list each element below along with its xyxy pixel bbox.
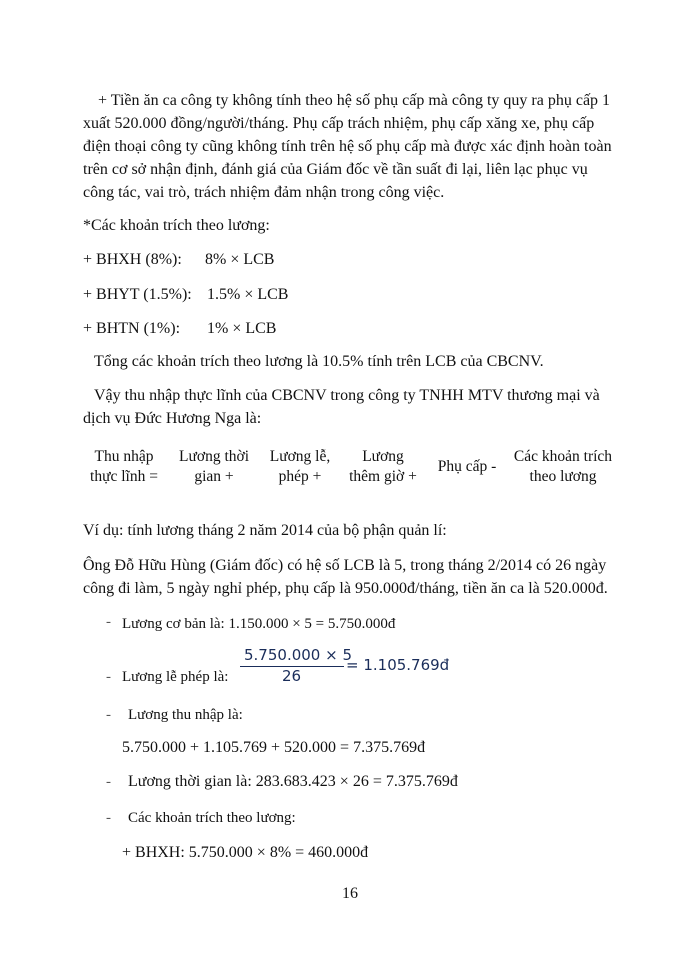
example-line: Ông Đỗ Hữu Hùng (Giám đốc) có hệ số LCB là 5, trong tháng 2/2014 có 26 ngày bbox=[83, 557, 607, 574]
formula-term: Các khoản trích theo lương bbox=[513, 448, 613, 485]
formula-term: Lương lễ, phép + bbox=[269, 448, 331, 485]
total-deductions-text: Tổng các khoản trích theo lương là 10.5% tính trên LCB của CBCNV. bbox=[94, 353, 544, 370]
fraction-result: = 1.105.769đ bbox=[346, 656, 450, 674]
bullet-dash: - bbox=[106, 669, 111, 685]
formula-term: Lương thêm giờ + bbox=[349, 448, 417, 485]
deduction-formula: 1% × LCB bbox=[207, 320, 277, 337]
deductions-heading: *Các khoản trích theo lương: bbox=[83, 217, 270, 234]
deduction-label: + BHXH (8%): bbox=[83, 251, 182, 268]
deduction-formula: 8% × LCB bbox=[205, 251, 275, 268]
bullet-dash: - bbox=[106, 774, 111, 790]
paragraph-line: xuất 520.000 đồng/người/tháng. Phụ cấp trách nhiệm, phụ cấp xăng xe, phụ cấp bbox=[83, 115, 595, 132]
deduction-formula: 1.5% × LCB bbox=[207, 286, 289, 303]
leave-salary-fraction bbox=[240, 646, 460, 688]
leave-salary-label: Lương lễ phép là: bbox=[122, 669, 229, 685]
bhxh-calc-line: + BHXH: 5.750.000 × 8% = 460.000đ bbox=[122, 844, 369, 861]
fraction-denominator: 26 bbox=[282, 667, 302, 685]
paragraph-line: trên cơ sở nhận định, đánh giá của Giám đốc về tần suất đi lại, liên lạc phục vụ bbox=[83, 161, 588, 178]
base-salary-line: Lương cơ bản là: 1.150.000 × 5 = 5.750.000đ bbox=[122, 616, 396, 632]
page-number: 16 bbox=[342, 885, 358, 902]
income-label: Lương thu nhập là: bbox=[128, 707, 243, 723]
bullet-dash: - bbox=[106, 707, 111, 723]
formula-term: Thu nhập thực lĩnh = bbox=[90, 448, 158, 485]
example-line: công đi làm, 5 ngày nghỉ phép, phụ cấp là 950.000đ/tháng, tiền ăn ca là 520.000đ. bbox=[83, 580, 608, 597]
deduction-label: + BHTN (1%): bbox=[83, 320, 181, 337]
paragraph-line: điện thoại công ty cũng không tính trên hệ số phụ cấp mà được xác định hoàn toàn bbox=[83, 138, 612, 155]
example-title: Ví dụ: tính lương tháng 2 năm 2014 của bộ phận quản lí: bbox=[83, 522, 447, 539]
deductions-label: Các khoản trích theo lương: bbox=[128, 810, 296, 826]
income-intro-line: dịch vụ Đức Hương Nga là: bbox=[83, 410, 262, 427]
formula-term: Phụ cấp - bbox=[437, 458, 497, 475]
income-formula: 5.750.000 + 1.105.769 + 520.000 = 7.375.769đ bbox=[122, 739, 426, 756]
time-salary-line: Lương thời gian là: 283.683.423 × 26 = 7.375.769đ bbox=[128, 773, 458, 790]
fraction-numerator: 5.750.000 × 5 bbox=[244, 646, 352, 664]
bullet-dash: - bbox=[106, 810, 111, 826]
deduction-label: + BHYT (1.5%): bbox=[83, 286, 192, 303]
paragraph-line: công tác, vai trò, trách nhiệm đảm nhận trong công việc. bbox=[83, 184, 445, 201]
formula-term: Lương thời gian + bbox=[179, 448, 249, 485]
income-intro-line: Vậy thu nhập thực lĩnh của CBCNV trong công ty TNHH MTV thương mại và bbox=[94, 387, 600, 404]
bullet-dash: - bbox=[106, 614, 111, 630]
paragraph-line: + Tiền ăn ca công ty không tính theo hệ số phụ cấp mà công ty quy ra phụ cấp 1 bbox=[98, 92, 611, 109]
